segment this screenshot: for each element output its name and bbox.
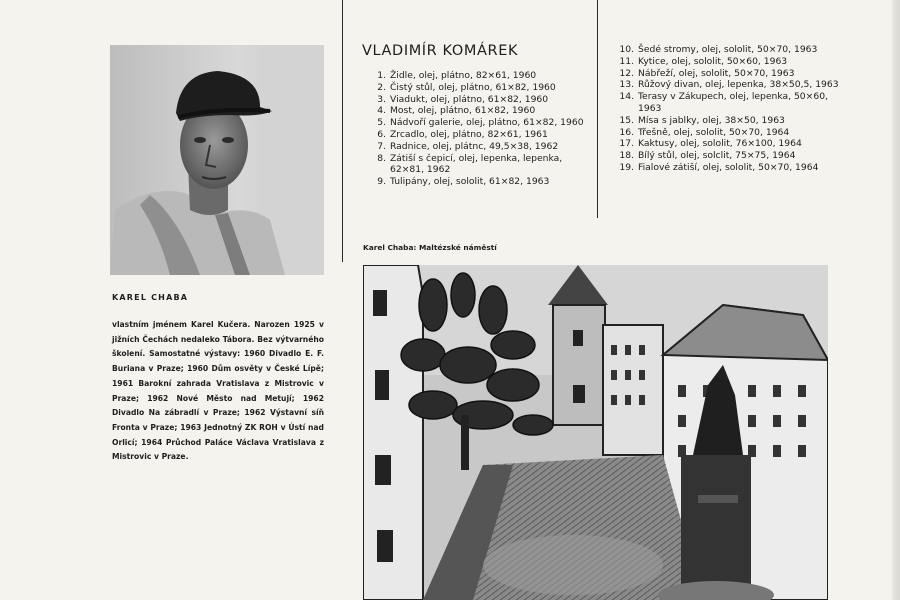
works-list-column-2	[613, 44, 843, 174]
painting-caption: Karel Chaba: Maltézské náměstí	[363, 243, 497, 252]
list-item: 19. Fialové zátiší, olej, sololit, 50×70, 1964	[619, 161, 819, 173]
list-item: 12. Nábřeží, olej, sololit, 50×70, 1963	[619, 67, 795, 79]
list-item: 14. Terasy v Zákupech, olej, lepenka, 50×60, 1963	[619, 91, 828, 114]
list-item: 6. Zrcadlo, olej, plátno, 82×61, 1961	[377, 128, 548, 140]
artist-portrait-photo	[110, 45, 324, 275]
catalog-heading: VLADIMÍR KOMÁREK	[362, 43, 519, 59]
list-item: 4. Most, olej, plátno, 61×82, 1960	[377, 105, 536, 117]
list-item: 10. Šedé stromy, olej, sololit, 50×70, 1963	[619, 44, 818, 55]
list-item: 17. Kaktusy, olej, sololit, 76×100, 1964	[619, 138, 802, 150]
list-item: 3. Viadukt, olej, plátno, 61×82, 1960	[377, 93, 549, 105]
painting-reproduction	[363, 265, 828, 600]
artist-biography: vlastním jménem Karel Kučera. Narozen 1925 v jižních Čechách nedaleko Tábora. Bez výtvarného školení. Samostatné výstavy: 1960 Divadlo E. F. Buriana v Praze; 1960 Dům osvěty v České Lípě; 1961 Barokní zahrada Vratislava z Mistrovic v Praze; 1962 Nové Město nad Metují; 1962 Divadlo Na zábradlí v Praze; 1962 Výstavní síň Fronta v Praze; 1963 Jednotný ZK ROH v Ústí nad Orlicí; 1964 Průchod Paláce Václava Vratislava z Mistrovic v Praze.	[112, 320, 324, 462]
works-list-column-1	[365, 70, 595, 188]
list-item: 9. Tulipány, olej, sololit, 61×82, 1963	[377, 176, 550, 188]
page-edge	[892, 0, 900, 600]
column-divider	[597, 0, 598, 218]
column-divider	[342, 0, 343, 262]
list-item: 2. Čistý stůl, olej, plátno, 61×82, 1960	[377, 81, 556, 93]
list-item: 11. Kytice, olej, sololit, 50×60, 1963	[619, 55, 788, 67]
list-item: 15. Mísa s jablky, olej, 38×50, 1963	[619, 114, 785, 126]
list-item: 7. Radnice, olej, plátnc, 49,5×38, 1962	[377, 140, 559, 152]
list-item: 5. Nádvoří galerie, olej, plátno, 61×82, 1960	[377, 117, 584, 129]
list-item: 1. Židle, olej, plátno, 82×61, 1960	[377, 70, 537, 81]
list-item: 13. Růžový divan, olej, lepenka, 38×50,5, 1963	[619, 79, 839, 91]
list-item: 18. Bílý stůl, olej, solclit, 75×75, 1964	[619, 150, 796, 162]
list-item: 16. Třešně, olej, sololit, 50×70, 1964	[619, 126, 790, 138]
list-item: 8. Zátiší s čepicí, olej, lepenka, lepenka, 62×81, 1962	[377, 152, 563, 176]
artist-name: KAREL CHABA	[112, 293, 189, 302]
